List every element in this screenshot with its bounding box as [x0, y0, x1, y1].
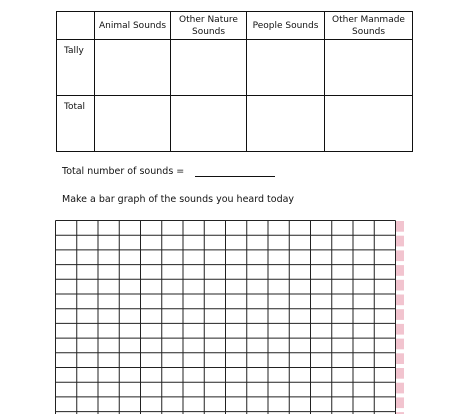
tally-cell-animal[interactable]	[95, 40, 171, 96]
row-label-total: Total	[57, 96, 95, 152]
pink-strip-block	[396, 353, 404, 364]
pink-strip-block	[396, 250, 404, 261]
total-cell-animal[interactable]	[95, 96, 171, 152]
column-header-other-manmade-sounds: Other Manmade Sounds	[325, 12, 413, 40]
total-sounds-blank[interactable]	[195, 175, 275, 177]
column-header-other-nature-sounds: Other Nature Sounds	[171, 12, 247, 40]
row-label-tally: Tally	[57, 40, 95, 96]
pink-strip-block	[396, 383, 404, 394]
pink-strip-block	[396, 295, 404, 306]
total-sounds-label: Total number of sounds =	[62, 166, 185, 177]
bar-graph-grid[interactable]	[55, 220, 398, 414]
pink-strip-block	[396, 309, 404, 320]
pink-strip-block	[396, 280, 404, 291]
tally-cell-nature[interactable]	[171, 40, 247, 96]
column-header-animal-sounds: Animal Sounds	[95, 12, 171, 40]
total-sounds-line	[62, 166, 275, 177]
table-corner-cell	[57, 12, 95, 40]
total-cell-people[interactable]	[247, 96, 325, 152]
pink-strip-block	[396, 265, 404, 276]
pink-strip-block	[396, 236, 404, 247]
tally-cell-manmade[interactable]	[325, 40, 413, 96]
sound-tally-table	[56, 11, 413, 152]
total-cell-manmade[interactable]	[325, 96, 413, 152]
pink-margin-strip	[396, 220, 406, 414]
pink-strip-block	[396, 339, 404, 350]
pink-strip-block	[396, 324, 404, 335]
table-row-total	[57, 96, 413, 152]
table-row-tally	[57, 40, 413, 96]
bar-graph-instruction: Make a bar graph of the sounds you heard today	[62, 194, 295, 205]
pink-strip-block	[396, 221, 404, 232]
pink-strip-block	[396, 368, 404, 379]
pink-strip-block	[396, 397, 404, 408]
tally-cell-people[interactable]	[247, 40, 325, 96]
table-header-row	[57, 12, 413, 40]
total-cell-nature[interactable]	[171, 96, 247, 152]
column-header-people-sounds: People Sounds	[247, 12, 325, 40]
